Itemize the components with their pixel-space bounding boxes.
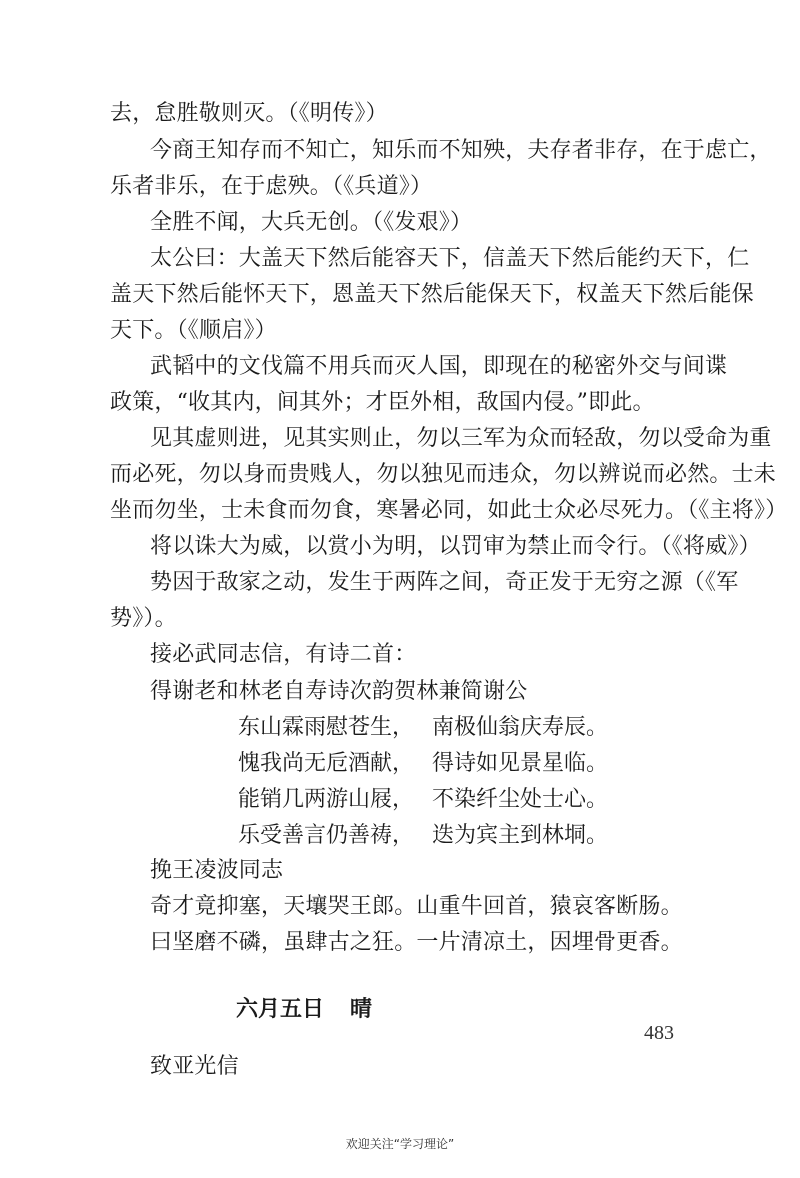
poem-verse-left: 乐受善言仍善祷， — [238, 823, 415, 848]
text-line: 致亚光信 — [150, 1054, 239, 1079]
text-line: 乐者非乐，在于虑殃。（《兵道》） — [110, 174, 433, 199]
page-number: 483 — [644, 1022, 674, 1044]
text-line: 全胜不闻，大兵无创。（《发艰》） — [150, 210, 473, 235]
text-line: 今商王知存而不知亡，知乐而不知殃，夫存者非存，在于虑亡， — [150, 138, 772, 163]
poem-verse-left: 愧我尚无卮酒献， — [238, 751, 415, 776]
text-line: 势》）。 — [110, 606, 177, 631]
poem-line: 曰坚磨不磷，虽肆古之狂。一片清凉土，因埋骨更香。 — [150, 930, 683, 955]
poem-verse-left: 能销几两游山屐， — [238, 787, 415, 812]
text-line: 将以诛大为威，以赏小为明，以罚审为禁止而令行。（《将威》） — [150, 534, 761, 559]
text-line: 太公曰：大盖天下然后能容天下，信盖天下然后能约天下，仁 — [150, 246, 750, 271]
text-line: 政策，“收其内，间其外；才臣外相，敌国内侵。”即此。 — [110, 390, 655, 415]
text-line: 武韬中的文伐篇不用兵而灭人国，即现在的秘密外交与间谍 — [150, 354, 728, 379]
poem-verse-left: 东山霖雨慰苍生， — [238, 715, 415, 740]
text-line: 势因于敌家之动，发生于两阵之间，奇正发于无穷之源（《军 — [150, 570, 739, 595]
text-line: 接必武同志信，有诗二首： — [150, 642, 417, 667]
poem-title: 得谢老和林老自寿诗次韵贺林兼简谢公 — [150, 679, 528, 704]
poem-title: 挽王凌波同志 — [150, 858, 284, 883]
poem-verse-right: 得诗如见景星临。 — [432, 751, 609, 776]
poem-line: 奇才竟抑塞，天壤哭王郎。山重牛回首，猿哀客断肠。 — [150, 894, 683, 919]
diary-date: 六月五日 — [236, 997, 325, 1022]
text-line: 见其虚则进，见其实则止，勿以三军为众而轻敌，勿以受命为重 — [150, 426, 772, 451]
text-line: 天下。（《顺启》） — [110, 318, 277, 343]
text-line: 去，怠胜敬则灭。（《明传》） — [110, 101, 388, 126]
text-line: 而必死，勿以身而贵贱人，勿以独见而违众，勿以辨说而必然。士未 — [110, 462, 777, 487]
footer-watermark-text: 欢迎关注“学习理论” — [345, 1137, 455, 1151]
poem-verse-right: 迭为宾主到林垌。 — [432, 823, 609, 848]
diary-weather: 晴 — [350, 997, 373, 1022]
poem-verse-right: 南极仙翁庆寿辰。 — [432, 715, 609, 740]
text-line: 盖天下然后能怀天下，恩盖天下然后能保天下，权盖天下然后能保 — [110, 282, 754, 307]
poem-verse-right: 不染纤尘处士心。 — [432, 787, 609, 812]
text-line: 坐而勿坐，士未食而勿食，寒暑必同，如此士众必尽死力。（《主将》） — [110, 498, 788, 523]
diary-date-heading — [236, 995, 398, 1025]
